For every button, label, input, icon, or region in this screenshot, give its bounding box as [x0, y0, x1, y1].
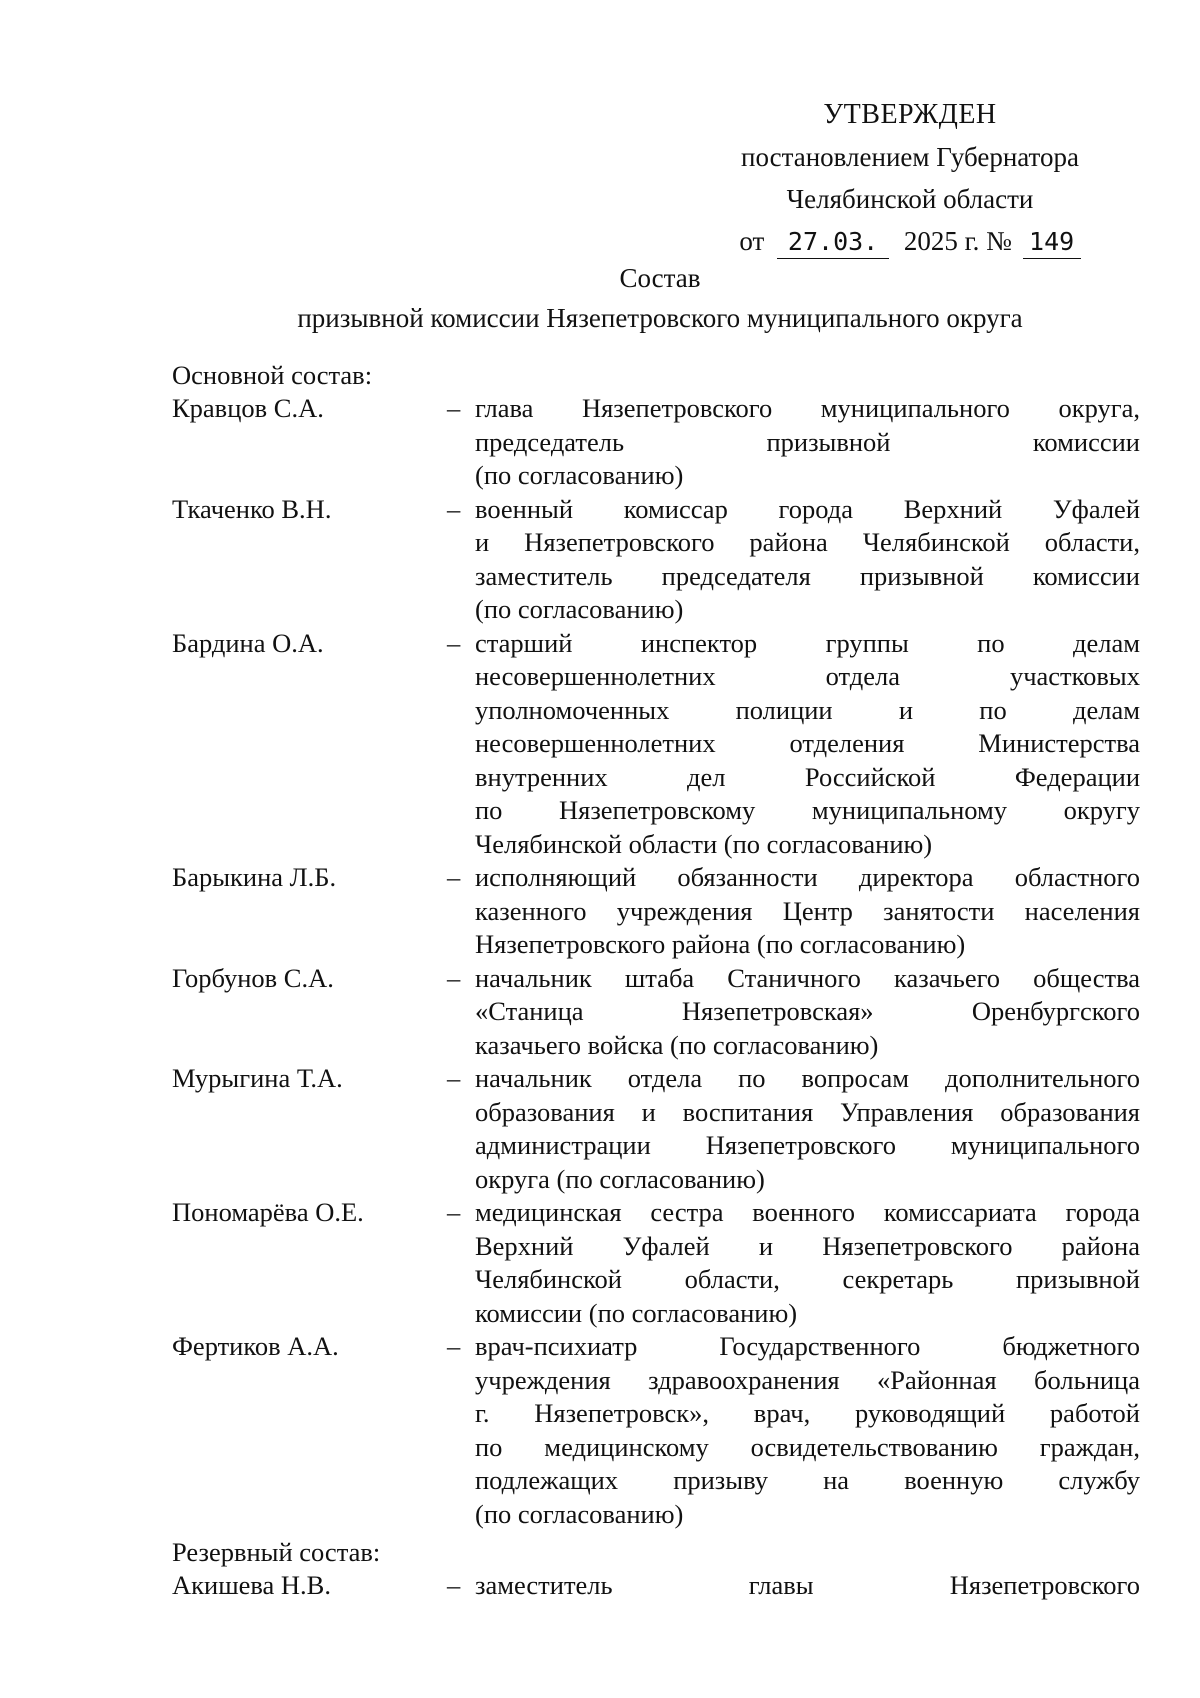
member-entry [172, 861, 1140, 962]
heading-line-1: Состав [619, 263, 701, 293]
member-description-line: казенного учреждения Центр занятости населения [475, 895, 1140, 926]
approval-number: 149 [1023, 226, 1081, 259]
approval-year-text: 2025 г. № [903, 226, 1012, 256]
member-entry [172, 1330, 1140, 1531]
member-description-line: подлежащих призыву на военную службу [475, 1465, 1140, 1495]
commission-roster [172, 358, 1140, 1603]
member-description-line: Челябинской области (по согласованию) [475, 828, 933, 859]
member-description-line: начальник штаба Станичного казачьего общества [475, 962, 1140, 993]
member-description-line: по медицинскому освидетельствованию граждан, [475, 1431, 1140, 1462]
member-description-line: Нязепетровского района (по согласованию) [475, 929, 966, 959]
member-name: Бардина О.А. [172, 627, 324, 658]
heading-line-2: призывной комиссии Нязепетровского муниципального округа [297, 303, 1023, 333]
member-name: Пономарёва О.Е. [172, 1197, 364, 1227]
approval-date: 27.03. [777, 226, 889, 259]
member-dash: – [447, 1570, 461, 1600]
member-entry [172, 627, 1140, 862]
member-description-line: (по согласованию) [475, 1498, 684, 1529]
member-description-line: военный комиссар города Верхний Уфалей [475, 493, 1140, 524]
member-entry [172, 1569, 1140, 1603]
member-description-line: г. Нязепетровск», врач, руководящий работой [475, 1398, 1140, 1428]
member-description-line: образования и воспитания Управления образования [475, 1096, 1140, 1127]
member-description-line: казачьего войска (по согласованию) [475, 1029, 879, 1060]
member-dash: – [447, 627, 461, 658]
member-description [475, 627, 1140, 862]
main-members-list [172, 392, 1140, 1531]
member-description-line: внутренних дел Российской Федерации [475, 761, 1140, 792]
member-description-line: (по согласованию) [475, 594, 684, 624]
member-description-line: заместитель председателя призывной комиссии [475, 560, 1140, 591]
member-description-line: Верхний Уфалей и Нязепетровского района [475, 1230, 1140, 1261]
document-heading [180, 258, 1140, 338]
member-description-line: Челябинской области, секретарь призывной [475, 1264, 1140, 1294]
member-description-line: несовершеннолетних отделения Министерства [475, 728, 1140, 758]
approval-stamp [700, 94, 1120, 262]
member-description-line: уполномоченных полиции и по делам [475, 694, 1140, 725]
member-description [475, 861, 1140, 962]
member-description-line: медицинская сестра военного комиссариата города [475, 1197, 1140, 1227]
approval-date-row [700, 220, 1120, 262]
approval-line-1: постановлением Губернатора [741, 142, 1079, 172]
reserve-members-list [172, 1569, 1140, 1603]
member-description-line: глава Нязепетровского муниципального округа, [475, 393, 1140, 423]
member-name: Акишева Н.В. [172, 1570, 331, 1600]
member-dash: – [447, 862, 461, 892]
member-description-line: и Нязепетровского района Челябинской области, [475, 527, 1140, 557]
member-description-line: председатель призывной комиссии [475, 426, 1140, 457]
member-name: Кравцов С.А. [172, 393, 324, 423]
member-description-line: несовершеннолетних отдела участковых [475, 661, 1140, 691]
member-description-line: администрации Нязепетровского муниципального [475, 1130, 1140, 1160]
member-description-line: исполняющий обязанности директора областного [475, 862, 1140, 892]
member-description-line: по Нязепетровскому муниципальному округу [475, 795, 1140, 825]
member-dash: – [447, 1331, 461, 1361]
approval-line-2: Челябинской области [786, 184, 1034, 214]
member-description-line: округа (по согласованию) [475, 1163, 765, 1194]
main-section-title: Основной состав: [172, 360, 373, 390]
member-entry [172, 1062, 1140, 1196]
member-description-line: (по согласованию) [475, 460, 684, 490]
member-entry [172, 493, 1140, 627]
member-dash: – [447, 962, 461, 993]
member-dash: – [447, 493, 461, 524]
member-description [475, 1569, 1140, 1603]
member-name: Мурыгина Т.А. [172, 1063, 343, 1093]
member-description-line: «Станица Нязепетровская» Оренбургского [475, 996, 1140, 1026]
member-description [475, 1196, 1140, 1330]
member-description [475, 1330, 1140, 1531]
approval-title: УТВЕРЖДЕН [823, 99, 997, 130]
member-entry [172, 392, 1140, 493]
member-name: Фертиков А.А. [172, 1331, 339, 1361]
member-name: Горбунов С.А. [172, 962, 334, 993]
member-description-line: старший инспектор группы по делам [475, 627, 1140, 658]
member-description-line: врач-психиатр Государственного бюджетного [475, 1331, 1140, 1361]
member-description-line: заместитель главы Нязепетровского [475, 1570, 1140, 1600]
member-dash: – [447, 1063, 461, 1093]
member-name: Ткаченко В.Н. [172, 493, 332, 524]
member-description-line: учреждения здравоохранения «Районная больница [475, 1364, 1140, 1395]
member-dash: – [447, 393, 461, 423]
reserve-section-title: Резервный состав: [172, 1537, 381, 1567]
approval-from-prefix: от [739, 226, 765, 256]
member-dash: – [447, 1197, 461, 1227]
member-description [475, 1062, 1140, 1196]
member-entry [172, 962, 1140, 1063]
member-description-line: начальник отдела по вопросам дополнительного [475, 1063, 1140, 1093]
member-description-line: комиссии (по согласованию) [475, 1297, 798, 1328]
member-description [475, 493, 1140, 627]
member-description [475, 392, 1140, 493]
member-description [475, 962, 1140, 1063]
member-entry [172, 1196, 1140, 1330]
member-name: Барыкина Л.Б. [172, 862, 337, 892]
